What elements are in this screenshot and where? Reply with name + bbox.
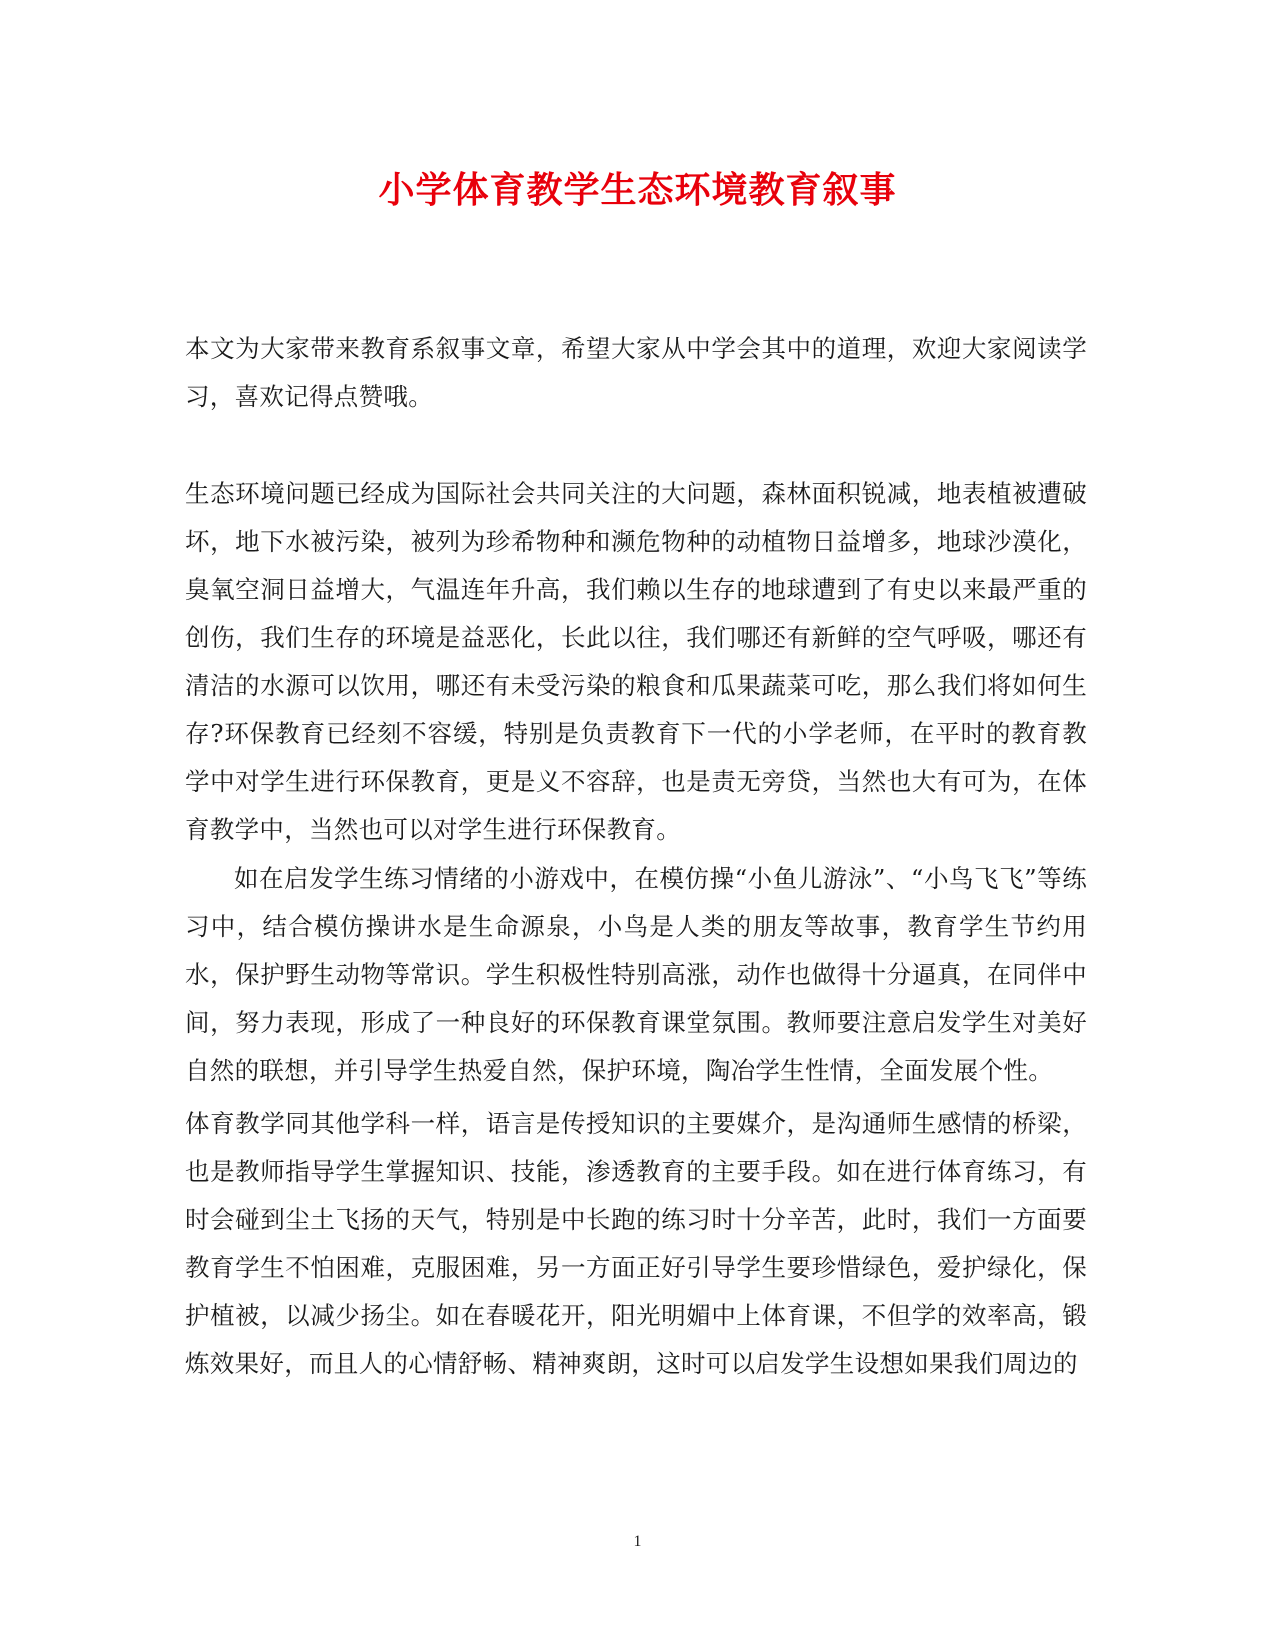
paragraph-game-example: 如在启发学生练习情绪的小游戏中，在模仿操“小鱼儿游泳”、“小鸟飞飞”等练习中，结合模仿操讲水是生命源泉，小鸟是人类的朋友等故事，教育学生节约用水，保护野生动物等常识。学生积极性特别高涨，动作也做得十分逼真，在同伴中间，努力表现，形成了一种良好的环保教育课堂氛围。教师要注意启发学生对美好自然的联想，并引导学生热爱自然，保护环境，陶冶学生性情，全面发展个性。: [185, 864, 1087, 1085]
paragraph-language-teaching: 体育教学同其他学科一样，语言是传授知识的主要媒介，是沟通师生感情的桥梁，也是教师指导学生掌握知识、技能，渗透教育的主要手段。如在进行体育练习，有时会碰到尘土飞扬的天气，特别是中长跑的练习时十分辛苦，此时，我们一方面要教育学生不怕困难，克服困难，另一方面正好引导学生要珍惜绿色，爱护绿化，保护植被，以减少扬尘。如在春暖花开，阳光明媚中上体育课，不但学的效率高，锻炼效果好，而且人的心情舒畅、精神爽朗，这时可以启发学生设想如果我们周边的: [185, 1109, 1087, 1378]
document-title: 小学体育教学生态环境教育叙事: [378, 169, 897, 211]
paragraph-intro: 本文为大家带来教育系叙事文章，希望大家从中学会其中的道理，欢迎大家阅读学习，喜欢记得点赞哦。: [185, 334, 1087, 411]
paragraph-ecology-problem: 生态环境问题已经成为国际社会共同关注的大问题，森林面积锐减，地表植被遭破坏，地下水被污染，被列为珍希物种和濒危物种的动植物日益增多，地球沙漠化，臭氧空洞日益增大，气温连年升高，我们赖以生存的地球遭到了有史以来最严重的创伤，我们生存的环境是益恶化，长此以往，我们哪还有新鲜的空气呼吸，哪还有清洁的水源可以饮用，哪还有未受污染的粮食和瓜果蔬菜可吃，那么我们将如何生存?环保教育已经刻不容缓，特别是负责教育下一代的小学老师，在平时的教育教学中对学生进行环保教育，更是义不容辞，也是责无旁贷，当然也大有可为，在体育教学中，当然也可以对学生进行环保教育。: [185, 479, 1087, 844]
page-number: 1: [633, 1533, 642, 1550]
